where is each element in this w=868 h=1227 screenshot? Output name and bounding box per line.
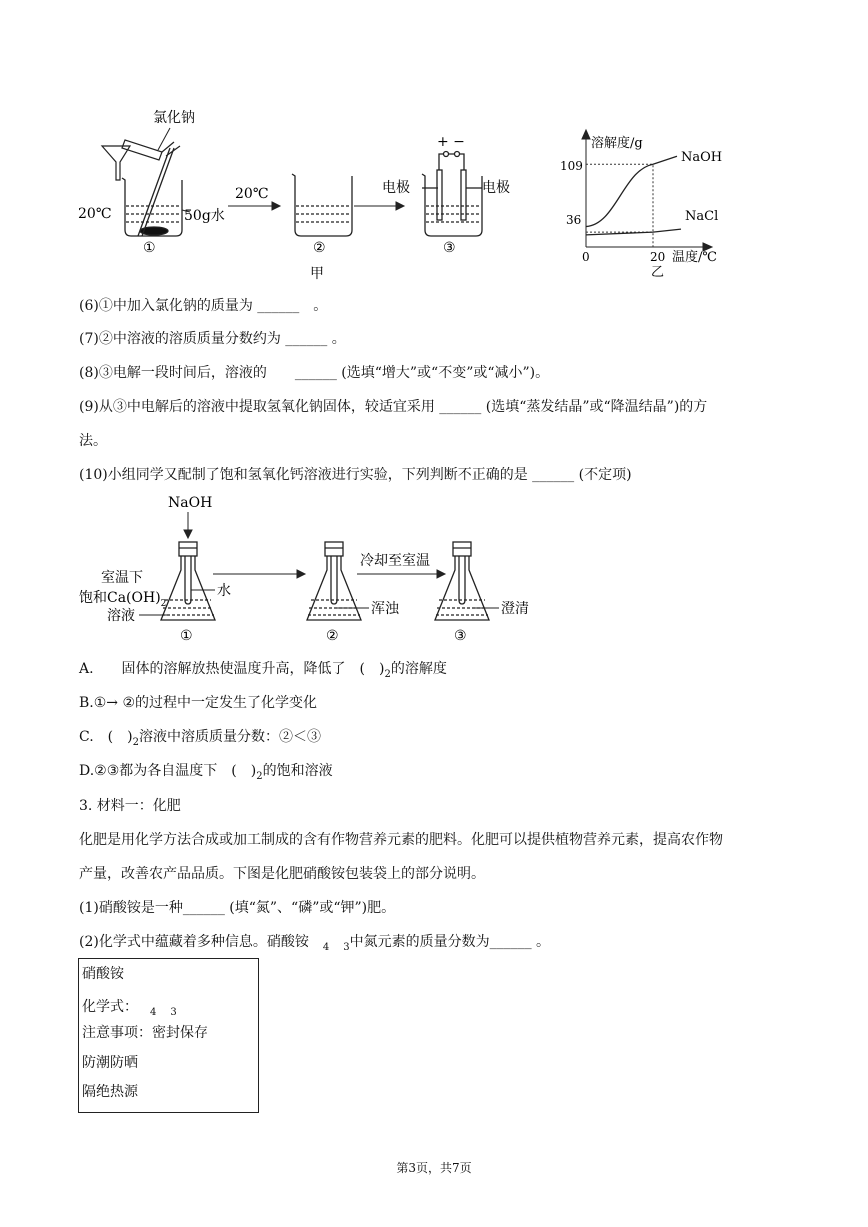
question-6: (6)①中加入氯化钠的质量为 ______ 。	[79, 298, 328, 314]
option-d	[79, 762, 333, 782]
formula-sub-3: 3	[170, 1007, 177, 1018]
arrow-2-icon	[354, 202, 404, 210]
series-label-naoh: NaOH	[681, 150, 723, 165]
label-box-line2: 防潮防晒	[82, 1055, 138, 1071]
option-c-text-post: 溶液中溶质质量分数：②＜③	[138, 729, 321, 745]
beaker-3	[422, 152, 482, 237]
q2-sub-4: 4	[322, 942, 330, 953]
beaker-3-number: ③	[443, 240, 456, 256]
series-nacl-line	[586, 229, 681, 235]
section-3-question-2	[79, 933, 550, 953]
x-tick-0: 0	[582, 250, 590, 264]
flask-arrow-1-icon	[213, 570, 305, 578]
question-10: (10)小组同学又配制了饱和氢氧化钙溶液进行实验，下列判断不正确的是 ______ (不定项)	[79, 467, 632, 483]
water-mass-label: 50g水	[184, 208, 225, 224]
label-box-notice: 注意事项：密封保存	[82, 1025, 208, 1041]
option-a	[79, 660, 447, 680]
q2-text-post: 中氮元素的质量分数为______ 。	[349, 934, 551, 950]
y-tick-36: 36	[566, 213, 582, 227]
beaker-1	[122, 148, 182, 236]
figure-caption-jia: 甲	[310, 266, 324, 282]
chart-caption-yi: 乙	[651, 265, 665, 280]
q2-text-pre: (2)化学式中蕴藏着多种信息。硝酸铵	[79, 934, 323, 950]
option-b: B.①→ ②的过程中一定发生了化学变化	[79, 695, 318, 711]
solubility-chart	[555, 125, 735, 285]
naoh-label: NaOH	[168, 495, 213, 511]
flask-1-number: ①	[180, 628, 193, 644]
saturated-caoh2-label: 饱和$Ca(OH)_2$	[79, 590, 167, 609]
label-box-formula	[82, 996, 177, 1016]
question-8: (8)③电解一段时间后，溶液的 ______ (选填“增大”或“不变”或“减小”)。	[79, 365, 550, 381]
plus-minus-label: + −	[437, 134, 465, 150]
flask-arrow-2-icon	[357, 570, 445, 578]
clear-label: 澄清	[501, 601, 529, 617]
option-c-sub: 2	[132, 737, 139, 748]
label-box-line3: 隔绝热源	[82, 1084, 138, 1100]
room-temp-label: 室温下	[101, 570, 143, 586]
option-d-sub: 2	[256, 771, 263, 782]
arrow-temp-label: 20℃	[235, 186, 269, 202]
funnel-icon	[102, 146, 130, 180]
question-7: (7)②中溶液的溶质质量分数约为 ______ 。	[79, 331, 346, 347]
section-3-heading: 3. 材料一：化肥	[79, 798, 181, 814]
cooling-label: 冷却至室温	[360, 553, 430, 569]
flask-1	[161, 542, 215, 620]
y-axis-arrow-icon	[582, 130, 590, 139]
question-9-line2: 法。	[79, 433, 107, 449]
option-d-text-pre: D.②③都为各自温度下 ( )	[79, 763, 257, 779]
series-label-nacl: NaCl	[685, 209, 719, 224]
section-3-question-1: (1)硝酸铵是一种______ (填“氮”、“磷”或“钾”)肥。	[79, 900, 396, 916]
question-9-line1: (9)从③中电解后的溶液中提取氢氧化钠固体，较适宜采用 ______ (选填“蒸发结晶”或“降温结晶”)的方	[79, 399, 708, 415]
turbid-label: 浑浊	[371, 601, 399, 617]
series-naoh-line	[586, 156, 677, 226]
beaker-1-number: ①	[143, 240, 156, 256]
label-box-name: 硝酸铵	[82, 966, 124, 982]
electrode-left-label: 电极	[382, 180, 410, 196]
page-footer: 第3页，共7页	[396, 1161, 472, 1175]
option-a-sub: 2	[384, 669, 391, 680]
option-c	[79, 728, 321, 748]
beaker-2	[292, 174, 352, 236]
figure-experiment-jia	[70, 100, 550, 290]
x-axis-label: 温度/℃	[672, 250, 717, 265]
section-3-para-line2: 产量，改善农产品品质。下图是化肥硝酸铵包装袋上的部分说明。	[79, 866, 485, 882]
salt-label: 氯化钠	[153, 110, 195, 126]
solution-label: 溶液	[107, 608, 135, 624]
beaker-2-number: ②	[313, 240, 326, 256]
y-axis-label: 溶解度/g	[591, 136, 643, 151]
y-tick-109: 109	[560, 159, 583, 173]
option-a-text-pre: A. 固体的溶解放热使温度升高，降低了 ( )	[79, 661, 385, 677]
section-3-para-line1: 化肥是用化学方法合成或加工制成的含有作物营养元素的肥料。化肥可以提供植物营养元素，提高农作物	[79, 832, 723, 848]
option-c-text-pre: C. ( )	[79, 729, 133, 745]
arrow-1-icon	[228, 202, 280, 210]
temp-left-label: 20℃	[78, 206, 112, 222]
figure-flasks	[75, 490, 555, 645]
electrode-right-label: 电极	[482, 180, 510, 196]
x-tick-20: 20	[650, 250, 666, 264]
flask-3-number: ③	[454, 628, 467, 644]
q2-sub-3: 3	[343, 942, 350, 953]
fertilizer-label-box	[78, 958, 259, 1113]
option-a-text-post: 的溶解度	[390, 661, 447, 677]
option-d-text-post: 的饱和溶液	[262, 763, 333, 779]
naoh-arrow-icon	[184, 512, 192, 538]
formula-label: 化学式：	[82, 999, 138, 1015]
formula-sub-4: 4	[150, 1007, 157, 1018]
flask-2-number: ②	[326, 628, 339, 644]
water-tube-label: 水	[217, 583, 231, 599]
